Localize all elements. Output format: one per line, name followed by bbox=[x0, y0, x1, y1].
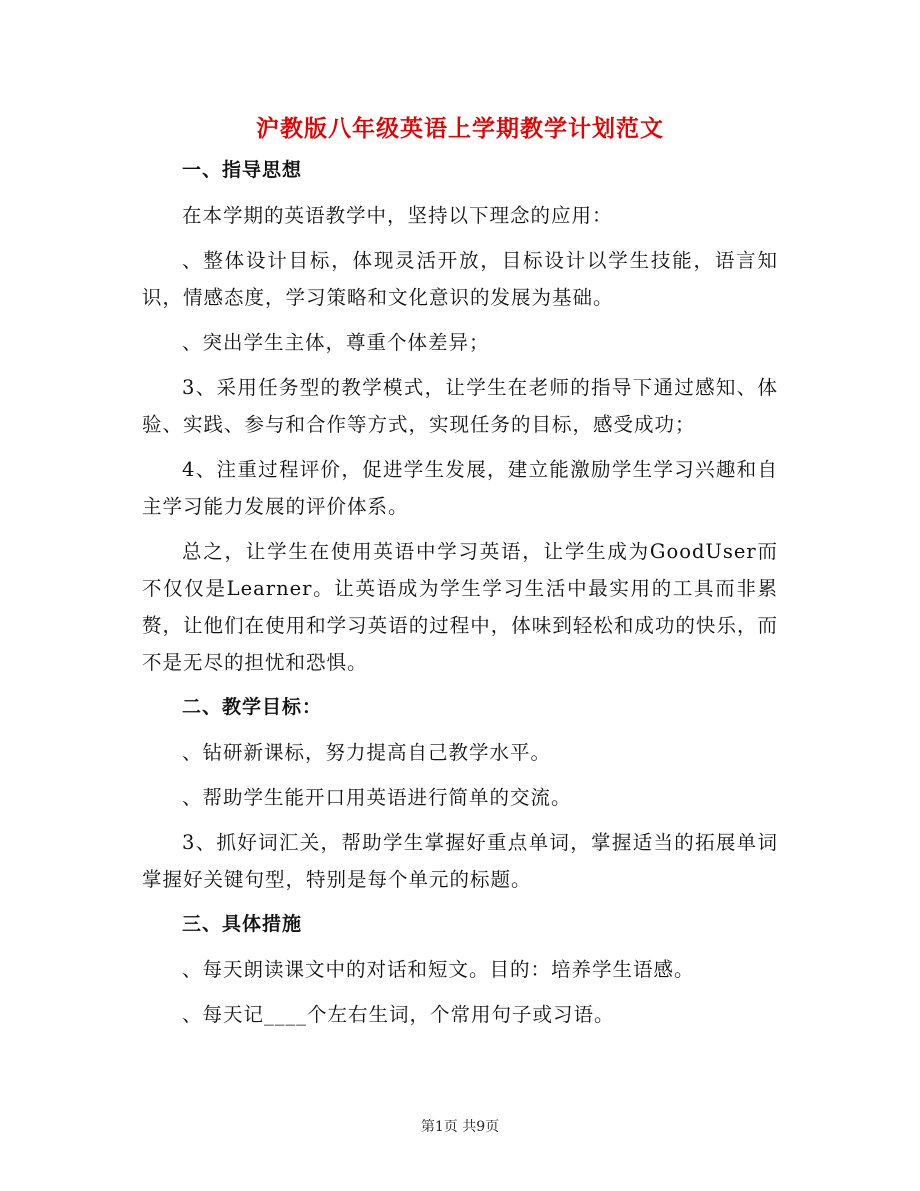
paragraph: 3、抓好词汇关，帮助学生掌握好重点单词，掌握适当的拓展单词掌握好关键句型，特别是每个单元的标题。 bbox=[142, 831, 778, 891]
paragraph: 4、注重过程评价，促进学生发展，建立能激励学生学习兴趣和自主学习能力发展的评价体系。 bbox=[142, 458, 778, 518]
paragraph: 、钻研新课标，努力提高自己教学水平。 bbox=[182, 741, 552, 764]
paragraph: 、每天朗读课文中的对话和短文。目的：培养学生语感。 bbox=[182, 958, 695, 981]
section-heading-teaching-goals: 二、教学目标： bbox=[182, 696, 323, 718]
paragraph: 、帮助学生能开口用英语进行简单的交流。 bbox=[182, 786, 572, 809]
paragraph: 3、采用任务型的教学模式，让学生在老师的指导下通过感知、体验、实践、参与和合作等方式，实现任务的目标，感受成功； bbox=[142, 376, 778, 436]
document-title: 沪教版八年级英语上学期教学计划范文 bbox=[256, 116, 664, 142]
paragraph: 、突出学生主体，尊重个体差异； bbox=[182, 331, 490, 354]
paragraph: 、每天记____个左右生词，个常用句子或习语。 bbox=[182, 1003, 615, 1026]
paragraph: 在本学期的英语教学中，坚持以下理念的应用： bbox=[182, 204, 613, 227]
page-footer: 第1页 共9页 bbox=[420, 1119, 500, 1135]
section-heading-guiding-thought: 一、指导思想 bbox=[182, 159, 303, 181]
document-body bbox=[142, 152, 778, 1041]
paragraph: 总之，让学生在使用英语中学习英语，让学生成为GoodUser而不仅仅是Learner。让英语成为学生学习生活中最实用的工具而非累赘，让他们在使用和学习英语的过程中，体味到轻松和成功的快乐，而不是无尽的担忧和恐惧。 bbox=[142, 540, 778, 674]
paragraph: 、整体设计目标，体现灵活开放，目标设计以学生技能，语言知识，情感态度，学习策略和文化意识的发展为基础。 bbox=[142, 249, 778, 309]
section-heading-measures: 三、具体措施 bbox=[182, 913, 303, 935]
